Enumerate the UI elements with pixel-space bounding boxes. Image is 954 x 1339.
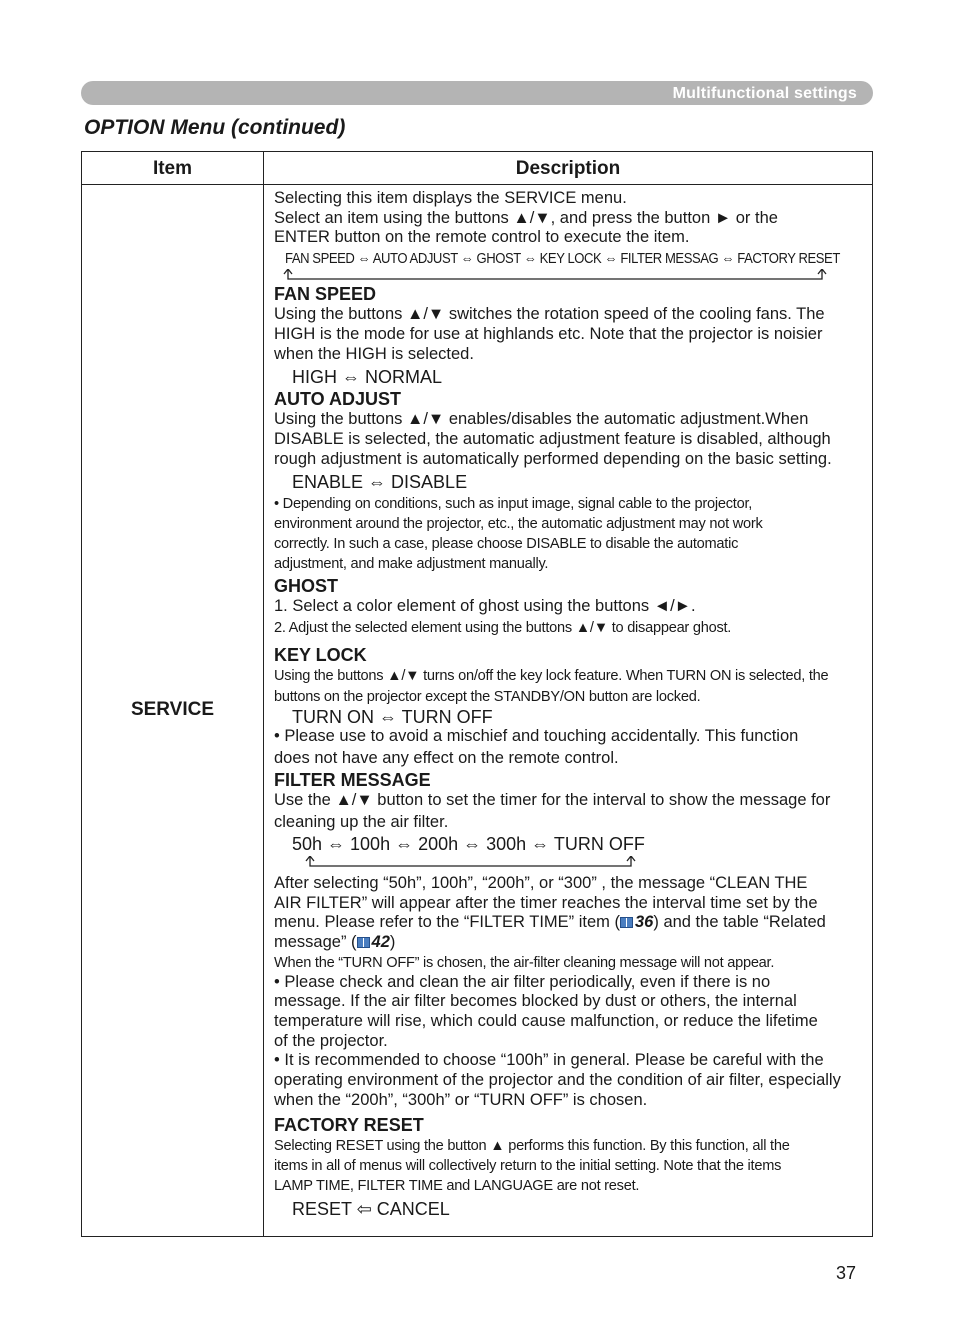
service-item-label: SERVICE — [130, 699, 215, 720]
ghost-step-1: 1. Select a color element of ghost using the buttons ◄/►. — [274, 597, 696, 616]
filter-loop-arrow — [274, 856, 866, 869]
auto-adjust-text: DISABLE is selected, the automatic adjustment feature is disabled, although — [274, 429, 831, 448]
key-lock-note: • Please use to avoid a mischief and touching accidentally. This function — [274, 727, 799, 746]
service-menu-flow: FAN SPEED ⇔ AUTO ADJUST ⇔ GHOST ⇔ KEY LOCK ⇔ FILTER MESSAG ⇔ FACTORY RESET — [285, 250, 840, 268]
page-title: OPTION Menu (continued) — [84, 116, 346, 139]
factory-reset-options: RESET ⇦ CANCEL — [292, 1198, 450, 1219]
auto-adjust-title: AUTO ADJUST — [274, 389, 402, 410]
intro-line: ENTER button on the remote control to execute the item. — [274, 228, 690, 247]
filter-message-text: cleaning up the air filter. — [274, 813, 449, 832]
filter-message-note: temperature will rise, which could cause malfunction, or reduce the lifetime — [274, 1012, 818, 1031]
filter-message-text: Use the ▲/▼ button to set the timer for the interval to show the message for — [274, 791, 831, 810]
fan-speed-text: HIGH is the mode for use at highlands etc. Note that the projector is noisier — [274, 324, 823, 343]
page-reference[interactable]: 36 — [635, 913, 654, 932]
factory-reset-text: items in all of menus will collectively return to the initial setting. Note that the items — [274, 1157, 782, 1174]
fan-speed-text: Using the buttons ▲/▼ switches the rotation speed of the cooling fans. The — [274, 305, 825, 324]
filter-message-note: • Please check and clean the air filter periodically, even if there is no — [274, 972, 771, 991]
page-number: 37 — [836, 1263, 857, 1283]
filter-message-note: when the “200h”, “300h” or “TURN OFF” is chosen. — [274, 1090, 648, 1109]
fan-speed-title: FAN SPEED — [274, 284, 377, 305]
filter-message-note: of the projector. — [274, 1031, 388, 1050]
column-divider — [263, 152, 264, 1236]
auto-adjust-options: ENABLE ⇔ DISABLE — [292, 472, 468, 493]
filter-message-note: message. If the air filter becomes blocked by dust or others, the internal — [274, 992, 797, 1011]
key-lock-title: KEY LOCK — [274, 645, 367, 666]
fan-speed-text: when the HIGH is selected. — [274, 344, 474, 363]
book-icon — [620, 917, 633, 928]
service-description — [274, 189, 866, 1221]
auto-adjust-note: environment around the projector, etc., the automatic adjustment may not work — [274, 516, 763, 533]
intro-line: Selecting this item displays the SERVICE menu. — [274, 189, 627, 207]
auto-adjust-text: rough adjustment is automatically performed depending on the basic setting. — [274, 449, 832, 468]
filter-message-after: AIR FILTER” will appear after the timer reaches the interval time set by the — [274, 893, 818, 912]
auto-adjust-text: Using the buttons ▲/▼ enables/disables the automatic adjustment.When — [274, 410, 809, 429]
option-table — [81, 151, 873, 1237]
factory-reset-text: Selecting RESET using the button ▲ performs this function. By this function, all the — [274, 1137, 790, 1154]
filter-message-title: FILTER MESSAGE — [274, 770, 431, 791]
key-lock-text: Using the buttons ▲/▼ turns on/off the key lock feature. When TURN ON is selected, the — [274, 668, 829, 685]
filter-message-after: After selecting “50h”, 100h”, “200h”, or “300” , the message “CLEAN THE — [274, 873, 808, 892]
key-lock-options: TURN ON ⇔ TURN OFF — [292, 707, 493, 728]
intro-line: Select an item using the buttons ▲/▼, and press the button ► or the — [274, 208, 778, 227]
auto-adjust-note: • Depending on conditions, such as input image, signal cable to the projector, — [274, 496, 753, 513]
filter-turnoff-note: When the “TURN OFF” is chosen, the air-filter cleaning message will not appear. — [274, 954, 775, 971]
book-icon — [357, 937, 370, 948]
factory-reset-text: LAMP TIME, FILTER TIME and LANGUAGE are not reset. — [274, 1177, 640, 1194]
key-lock-text: buttons on the projector except the STANDBY/ON button are locked. — [274, 689, 701, 706]
filter-message-after: menu. Please refer to the “FILTER TIME” item ( 36) and the table “Related — [274, 913, 826, 932]
page-reference[interactable]: 42 — [371, 932, 390, 951]
column-header-description: Description — [515, 158, 621, 179]
flow-loop-arrow — [274, 269, 866, 282]
ghost-title: GHOST — [274, 576, 339, 597]
filter-message-note: operating environment of the projector and the condition of air filter, especially — [274, 1071, 841, 1090]
fan-speed-options: HIGH ⇔ NORMAL — [292, 367, 443, 388]
auto-adjust-note: adjustment, and make adjustment manually. — [274, 556, 549, 573]
auto-adjust-note: correctly. In such a case, please choose DISABLE to disable the automatic — [274, 536, 739, 553]
filter-message-options: 50h ⇔ 100h ⇔ 200h ⇔ 300h ⇔ TURN OFF — [292, 833, 645, 854]
key-lock-note: does not have any effect on the remote control. — [274, 748, 619, 767]
factory-reset-title: FACTORY RESET — [274, 1114, 424, 1135]
filter-message-after: message” ( 42) — [274, 932, 396, 951]
section-header-bar — [81, 81, 873, 105]
section-header-text: Multifunctional settings — [672, 85, 857, 102]
header-divider — [82, 184, 872, 185]
column-header-item: Item — [152, 158, 193, 179]
ghost-step-2: 2. Adjust the selected element using the buttons ▲/▼ to disappear ghost. — [274, 620, 732, 637]
filter-message-note: • It is recommended to choose “100h” in general. Please be careful with the — [274, 1051, 824, 1070]
